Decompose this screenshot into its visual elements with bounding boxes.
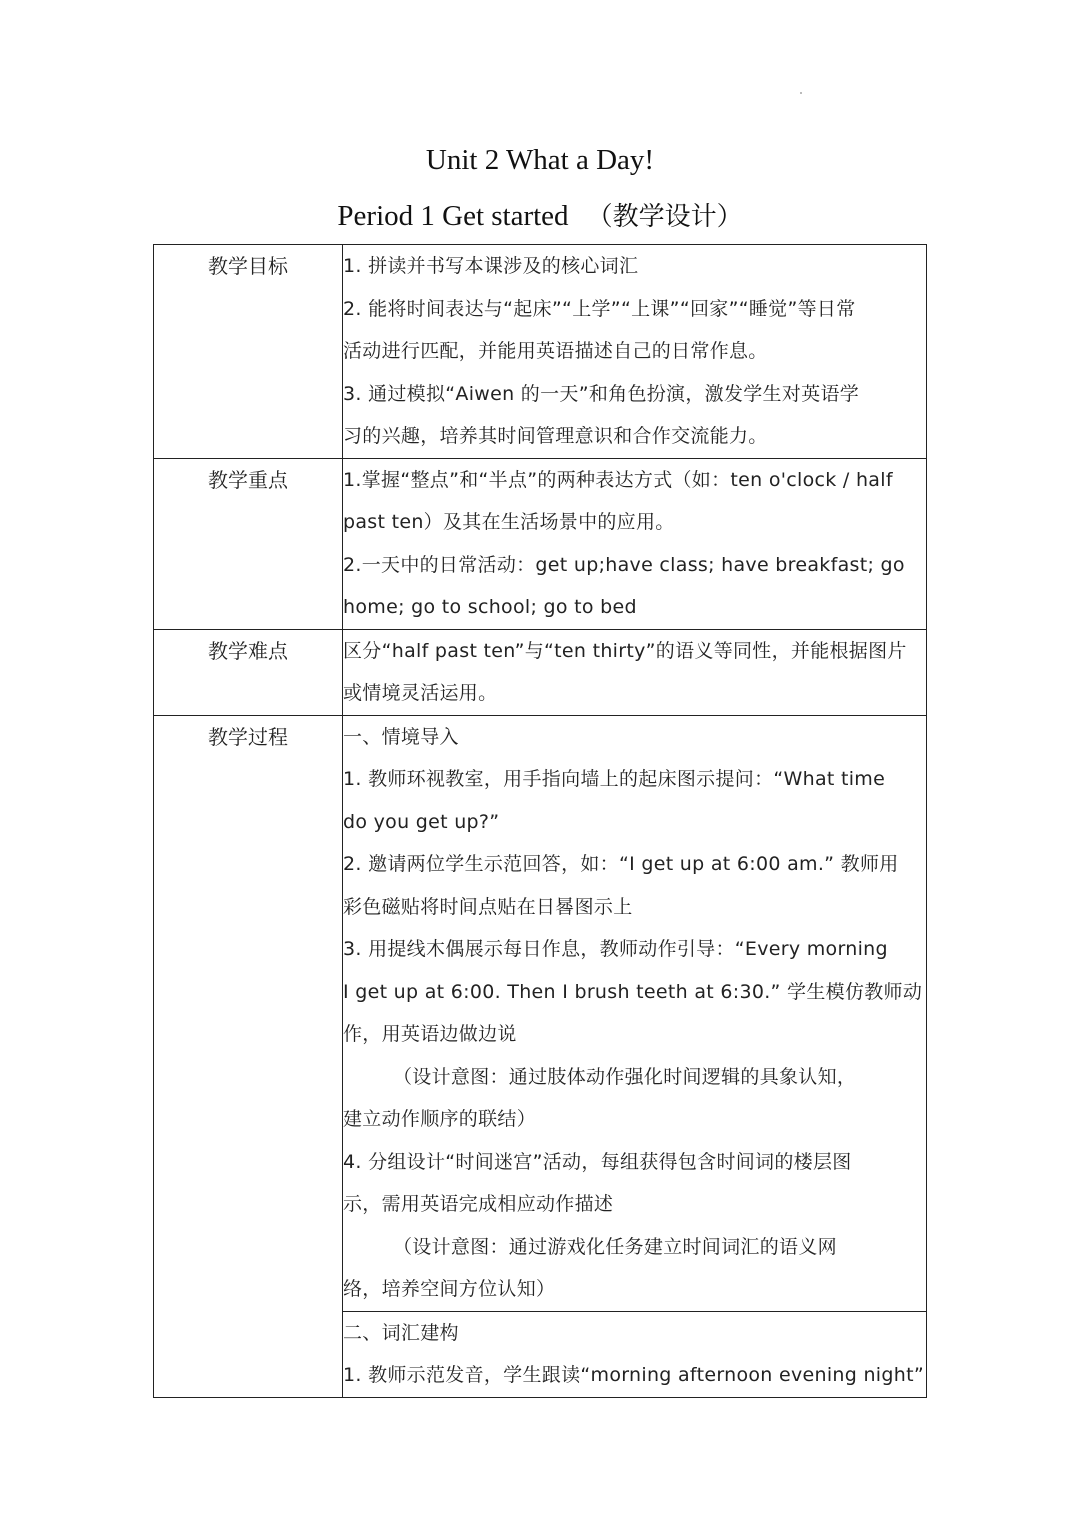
table-row-key-points <box>154 458 927 629</box>
text-line: 4. 分组设计“时间迷宫”活动，每组获得包含时间词的楼层图 <box>343 1150 852 1173</box>
text-line: 1. 教师环视教室，用手指向墙上的起床图示提问：“What time <box>343 768 886 790</box>
row-content-objectives <box>343 245 927 459</box>
table-row-difficulties <box>154 629 927 715</box>
table-row-process <box>154 715 927 1311</box>
text-line: 习的兴趣，培养其时间管理意识和合作交流能力。 <box>343 425 768 447</box>
design-intent-line: （设计意图：通过游戏化任务建立时间词汇的语义网 <box>393 1235 837 1258</box>
text-line: 3. 用提线木偶展示每日作息，教师动作引导：“Every morning <box>343 938 888 960</box>
section-heading: 二、词汇建构 <box>343 1321 459 1344</box>
table-row-objectives <box>154 245 927 459</box>
row-label-difficulties: 教学难点 <box>154 629 343 715</box>
row-content-key-points <box>343 458 927 629</box>
text-line: 区分“half past ten”与“ten thirty”的语义等同性，并能根据图片 <box>343 639 907 662</box>
design-intent-line: （设计意图：通过肢体动作强化时间逻辑的具象认知， <box>393 1065 857 1088</box>
subtitle-en: Period 1 Get started <box>337 200 569 232</box>
text-line: 1. 教师示范发音，学生跟读“morning afternoon evening night” <box>343 1364 924 1386</box>
text-line: home; go to school; go to bed <box>343 596 637 618</box>
text-line: do you get up?” <box>343 810 500 833</box>
text-line: 1.掌握“整点”和“半点”的两种表达方式（如：ten o'clock / half <box>343 468 893 491</box>
design-intent-line: 络，培养空间方位认知） <box>343 1278 556 1300</box>
row-content-process-intro <box>343 715 927 1311</box>
row-label-objectives: 教学目标 <box>154 245 343 459</box>
lesson-plan-table <box>153 244 927 1398</box>
row-label-key-points: 教学重点 <box>154 458 343 629</box>
page-subtitle <box>0 198 1080 235</box>
row-content-process-vocab <box>343 1311 927 1397</box>
scan-dot <box>800 92 802 94</box>
text-line: 2. 能将时间表达与“起床”“上学”“上课”“回家”“睡觉”等日常 <box>343 297 856 320</box>
section-heading: 一、情境导入 <box>343 725 459 748</box>
text-line: 示，需用英语完成相应动作描述 <box>343 1193 614 1215</box>
page-title: Unit 2 What a Day! <box>425 144 655 176</box>
text-line: 3. 通过模拟“Aiwen 的一天”和角色扮演，激发学生对英语学 <box>343 382 860 405</box>
text-line: 2. 邀请两位学生示范回答，如：“I get up at 6:00 am.” 教师用 <box>343 853 899 875</box>
text-line: 彩色磁贴将时间点贴在日晷图示上 <box>343 895 633 918</box>
row-label-process: 教学过程 <box>154 715 343 1397</box>
text-line: 作，用英语边做边说 <box>343 1023 517 1045</box>
text-line: 1. 拼读并书写本课涉及的核心词汇 <box>343 255 639 277</box>
text-line: 活动进行匹配，并能用英语描述自己的日常作息。 <box>343 340 768 362</box>
text-line: I get up at 6:00. Then I brush teeth at 6:30.” 学生模仿教师动 <box>343 980 923 1003</box>
text-line: 或情境灵活运用。 <box>343 682 498 704</box>
design-intent-line: 建立动作顺序的联结） <box>343 1108 537 1130</box>
row-content-difficulties <box>343 629 927 715</box>
text-line: 2.一天中的日常活动：get up;have class; have breakfast; go <box>343 553 905 576</box>
subtitle-cn: （教学设计） <box>586 202 743 232</box>
text-line: past ten）及其在生活场景中的应用。 <box>343 511 675 533</box>
